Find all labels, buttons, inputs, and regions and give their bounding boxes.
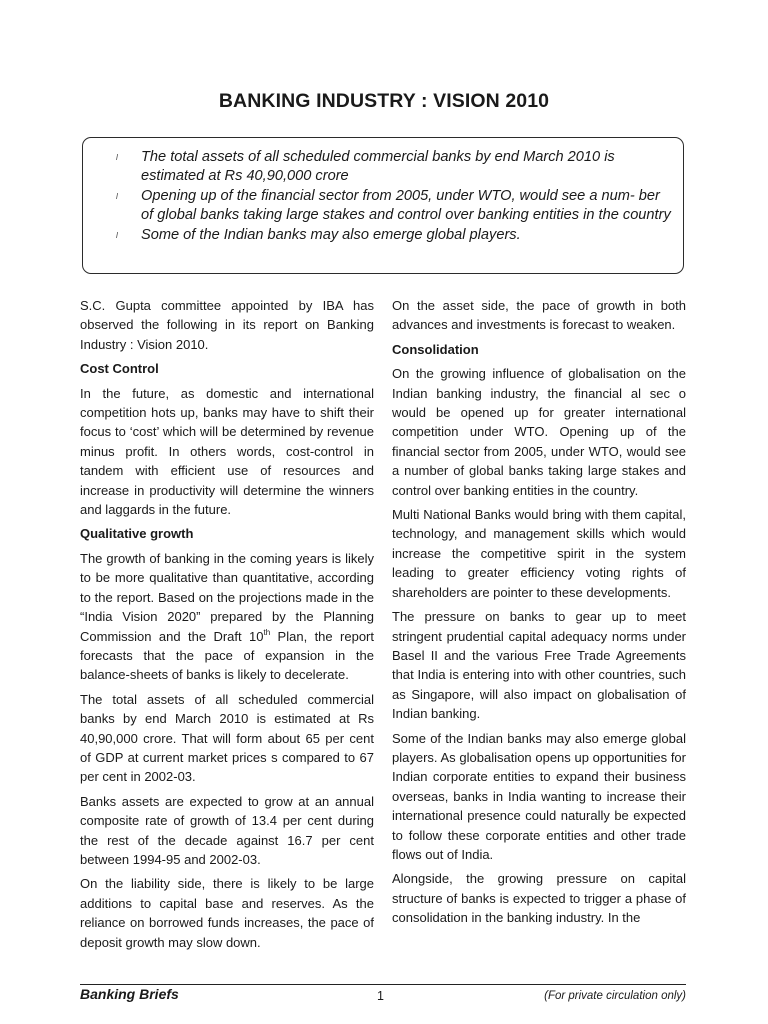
cost-control-paragraph: In the future, as domestic and international competition hots up, banks may have to shift their focus to ‘cost’ which will be determined by revenue minus profit. In others words, cost-control in tandem with efficient use of resources and increase in productivity will determine the winners and laggards in the future. xyxy=(80,385,374,518)
circulation-note: (For private circulation only) xyxy=(544,990,686,1002)
highlight-item xyxy=(83,226,683,245)
highlights-list xyxy=(83,148,683,245)
bullet-marker: l xyxy=(116,153,118,162)
page-title: BANKING INDUSTRY : VISION 2010 xyxy=(218,90,550,112)
alongside-paragraph: Alongside, the growing pressure on capital structure of banks is expected to trigger a phase of consolidation in the banking industry. In the xyxy=(392,871,686,926)
total-assets-paragraph: The total assets of all scheduled commercial banks by end March 2010 is estimated at Rs 40,90,000 crore. That will form about 65 per cent of GDP at current market prices s compared to 67 per cent in 2002-03. xyxy=(80,691,374,785)
highlight-text: Some of the Indian banks may also emerge global players. xyxy=(141,226,521,243)
publication-name: Banking Briefs xyxy=(80,986,179,1002)
right-column xyxy=(392,296,686,933)
left-column xyxy=(80,296,374,957)
consolidation-paragraph: On the growing influence of globalisation on the Indian banking industry, the financial al sec o would be opened up for greater international competition under WTO. Opening up of the financial sector from 2005, under WTO, would see a number of global banks taking large stakes and control over banking entities in the country. xyxy=(392,366,686,498)
highlight-item xyxy=(83,187,683,226)
qualitative-growth-heading: Qualitative growth xyxy=(80,526,194,542)
intro-paragraph: S.C. Gupta committee appointed by IBA has observed the following in its report on Banking Industry : Vision 2010. xyxy=(80,298,374,352)
qualitative-text-part1: The growth of banking in the coming years is likely to be more qualitative than quantitative, according to the report. Based on the projections made in the “India Vision 2020” prepared by the Planning Commission and the Draft 10 xyxy=(80,550,374,644)
highlight-text: Opening up of the financial sector from 2005, under WTO, would see a num- ber of global banks taking large stakes and control over banking entities in the country xyxy=(141,187,671,224)
global-players-paragraph: Some of the Indian banks may also emerge global players. As globalisation opens up opportunities for Indian corporate entities to expand their business overseas, banks in India wanting to increase their international presence could naturally be expected to follow these corporate entities and other trade flows out of India. xyxy=(392,730,686,862)
consolidation-heading: Consolidation xyxy=(392,341,479,357)
asset-side-paragraph: On the asset side, the pace of growth in both advances and investments is forecast to weaken. xyxy=(392,298,686,333)
qualitative-growth-paragraph xyxy=(80,549,374,685)
bullet-marker: l xyxy=(116,191,118,201)
highlight-item xyxy=(83,148,683,187)
qualitative-text-part2: Plan, the report forecasts that the pace of expansion in the balance-sheets of banks is likely to decelerate. xyxy=(80,628,374,683)
highlights-box xyxy=(82,137,684,274)
growth-rate-paragraph: Banks assets are expected to grow at an annual composite rate of growth of 13.4 per cent during the rest of the decade against 16.7 per cent between 1994-95 and 2002-03. xyxy=(80,793,374,867)
highlight-text: The total assets of all scheduled commercial banks by end March 2010 is estimated at Rs 40,90,000 crore xyxy=(141,149,615,185)
footer-divider xyxy=(80,984,686,985)
pressure-paragraph: The pressure on banks to gear up to meet stringent prudential capital adequacy norms under Basel II and the various Free Trade Agreements that India is entering into with other countries, such as Singapore, will also impact on globalisation of Indian banking. xyxy=(392,609,686,722)
cost-control-heading: Cost Control xyxy=(80,361,159,377)
bullet-marker: l xyxy=(116,230,118,240)
page-number: 1 xyxy=(377,989,384,1003)
mnc-paragraph: Multi National Banks would bring with them capital, technology, and management skills which would increase the competitive spirit in the system leading to greater efficiency voting rights of shareholders are pointer to these developments. xyxy=(392,507,686,600)
liability-paragraph: On the liability side, there is likely to be large additions to capital base and reserves. As the reliance on borrowed funds increases, the pace of deposit growth may slow down. xyxy=(80,876,374,950)
superscript-th: th xyxy=(263,627,271,637)
